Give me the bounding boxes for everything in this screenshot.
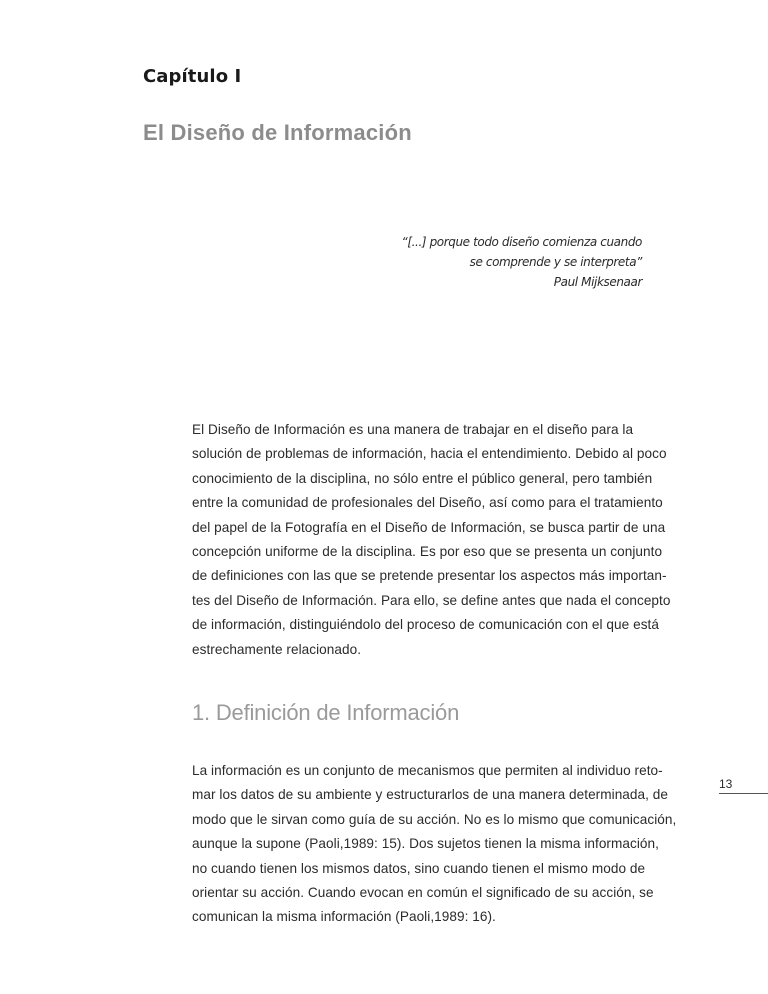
epigraph-quote (402, 232, 642, 292)
paragraph-line: solución de problemas de información, hacia el entendimiento. Debido al poco (192, 446, 667, 462)
page-number: 13 (719, 777, 768, 794)
chapter-title: El Diseño de Información (143, 120, 412, 145)
paragraph-line: El Diseño de Información es una manera de trabajar en el diseño para la (192, 422, 634, 437)
paragraph-line: de definiciones con las que se pretende presentar los aspectos más importan- (192, 568, 667, 584)
paragraph-line: concepción uniforme de la disciplina. Es por eso que se presenta un conjunto (192, 544, 663, 560)
intro-paragraph (192, 418, 671, 662)
paragraph-line: entre la comunidad de profesionales del Diseño, así como para el tratamiento (192, 495, 663, 511)
epigraph-author: Paul Mijksenaar (553, 275, 642, 289)
section-paragraph (192, 759, 677, 930)
paragraph-line: del papel de la Fotografía en el Diseño de Información, se busca partir de una (192, 519, 666, 535)
paragraph-line: tes del Diseño de Información. Para ello, se define antes que nada el concepto (192, 592, 671, 608)
paragraph-line: aunque la supone (Paoli,1989: 15). Dos sujetos tienen la misma información, (192, 836, 659, 852)
paragraph-line: estrechamente relacionado. (192, 641, 362, 657)
paragraph-line: La información es un conjunto de mecanismos que permiten al individuo reto- (192, 763, 663, 778)
paragraph-line: no cuando tienen los mismos datos, sino cuando tienen el mismo modo de (192, 860, 646, 876)
chapter-label: Capítulo I (143, 66, 242, 87)
paragraph-line: modo que le sirvan como guía de su acción. No es lo mismo que comunicación, (192, 811, 677, 827)
paragraph-line: orientar su acción. Cuando evocan en común el significado de su acción, se (192, 885, 654, 901)
paragraph-line: de información, distinguiéndolo del proceso de comunicación con el que está (192, 617, 659, 633)
epigraph-line: se comprende y se interpreta” (469, 255, 642, 269)
paragraph-line: conocimiento de la disciplina, no sólo entre el público general, pero también (192, 470, 653, 486)
epigraph-line: “[...] porque todo diseño comienza cuando (401, 235, 642, 249)
paragraph-line: comunican la misma información (Paoli,1989: 16). (192, 909, 496, 925)
paragraph-line: mar los datos de su ambiente y estructurarlos de una manera determinada, de (192, 787, 669, 803)
section-heading: 1. Definición de Información (192, 700, 460, 725)
